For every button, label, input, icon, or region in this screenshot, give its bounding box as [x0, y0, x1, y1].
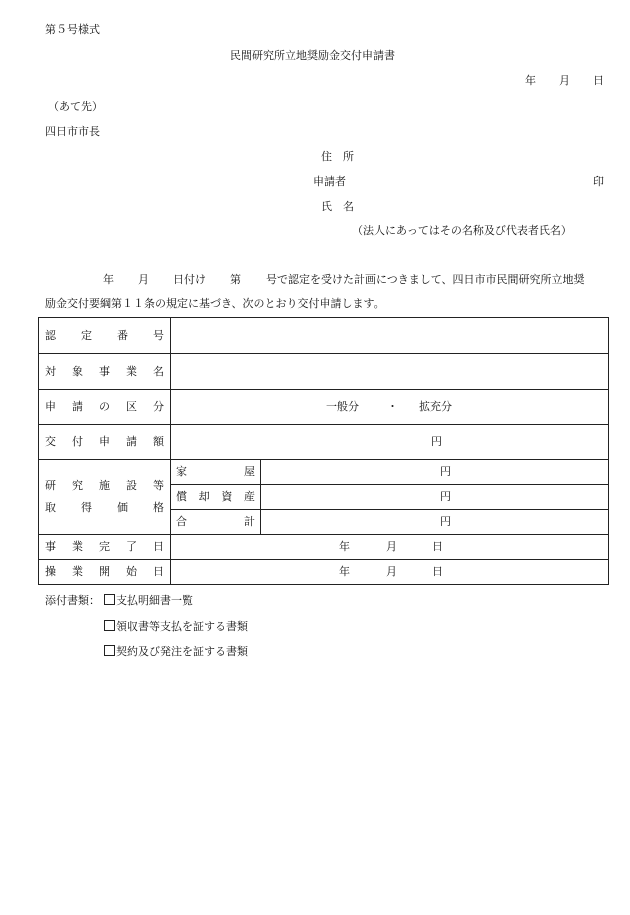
building-amount-field[interactable]: 円: [261, 460, 609, 485]
attachment-label: 領収書等支払を証する書類: [116, 620, 248, 633]
operation-day: 日: [432, 565, 443, 578]
table-row: [39, 535, 609, 560]
table-row: [39, 560, 609, 585]
table-row: [39, 460, 609, 485]
attachments-heading: 添付書類：: [45, 594, 100, 607]
seal-mark: 印: [593, 175, 604, 188]
body-line2: 励金交付要綱第１１条の規定に基づき、次のとおり交付申請します。: [45, 297, 385, 310]
body-number-prefix: 第: [230, 273, 241, 286]
date-day: 日: [593, 74, 604, 87]
applicant-note: （法人にあってはその名称及び代表者氏名）: [352, 224, 572, 237]
application-category-field[interactable]: [171, 390, 609, 425]
operation-start-date-label: 操業開始日: [39, 560, 171, 585]
depreciable-assets-amount-field[interactable]: 円: [261, 485, 609, 510]
attachment-item[interactable]: [104, 645, 248, 659]
attachment-label: 支払明細書一覧: [116, 594, 193, 607]
attachment-label: 契約及び発注を証する書類: [116, 645, 248, 658]
grant-amount-field[interactable]: 円: [171, 425, 609, 460]
completion-day: 日: [432, 540, 443, 553]
date-month: 月: [559, 74, 570, 87]
date-year: 年: [525, 74, 536, 87]
application-table: [38, 317, 609, 585]
operation-start-date-field[interactable]: [171, 560, 609, 585]
completion-date-field[interactable]: [171, 535, 609, 560]
attachment-item[interactable]: [104, 620, 248, 634]
table-row: [39, 390, 609, 425]
project-name-field[interactable]: [171, 354, 609, 390]
checkbox-icon[interactable]: [104, 645, 115, 656]
body-date: 日付け: [173, 273, 206, 286]
building-label: 家屋: [171, 460, 261, 485]
table-row: [39, 425, 609, 460]
addressee-name: 四日市市長: [45, 125, 100, 138]
category-general[interactable]: 一般分: [326, 400, 359, 413]
checkbox-icon[interactable]: [104, 620, 115, 631]
table-row: [39, 354, 609, 390]
addressee-prefix: （あて先）: [48, 100, 103, 113]
grant-amount-label: 交付申請額: [39, 425, 171, 460]
certification-number-label: 認定番号: [39, 318, 171, 354]
completion-year: 年: [339, 540, 350, 553]
body-line1-rest: 号で認定を受けた計画につきまして、四日市市民間研究所立地奨: [266, 273, 585, 286]
project-name-label: 対象事業名: [39, 354, 171, 390]
acquisition-price-label-line2: 取得価格: [45, 501, 164, 514]
form-number: 第５号様式: [45, 23, 100, 36]
document-title: 民間研究所立地奨励金交付申請書: [230, 49, 395, 62]
body-year: 年: [103, 273, 114, 286]
attachment-item[interactable]: [104, 594, 193, 608]
body-month: 月: [138, 273, 149, 286]
operation-month: 月: [386, 565, 397, 578]
table-row: [39, 318, 609, 354]
completion-date-label: 事業完了日: [39, 535, 171, 560]
category-separator: ・: [387, 400, 398, 413]
applicant-label: 申請者: [313, 175, 346, 188]
application-category-label: 申請の区分: [39, 390, 171, 425]
checkbox-icon[interactable]: [104, 594, 115, 605]
operation-year: 年: [339, 565, 350, 578]
acquisition-price-label-line1: 研究施設等: [45, 479, 164, 492]
applicant-address-label: 住 所: [321, 150, 354, 163]
acquisition-price-label: [39, 460, 171, 535]
certification-number-field[interactable]: [171, 318, 609, 354]
category-expansion[interactable]: 拡充分: [419, 400, 452, 413]
completion-month: 月: [386, 540, 397, 553]
applicant-name-label: 氏 名: [321, 200, 354, 213]
total-label: 合計: [171, 510, 261, 535]
depreciable-assets-label: 償却資産: [171, 485, 261, 510]
total-amount-field[interactable]: 円: [261, 510, 609, 535]
